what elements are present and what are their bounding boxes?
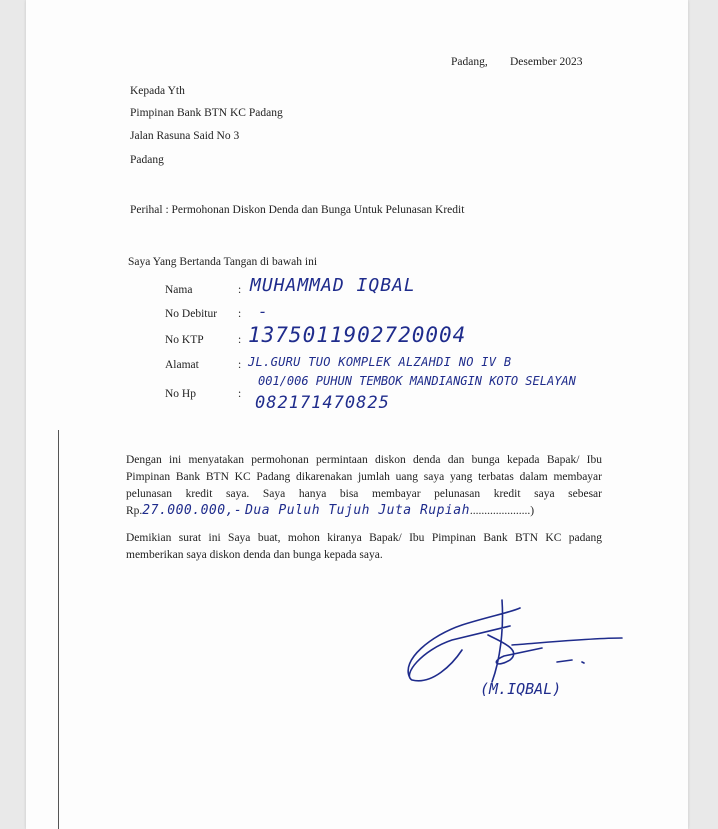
amount-prefix: Rp. <box>126 505 143 517</box>
body1-line-2: Pimpinan Bank BTN KC Padang dikarenakan jumlah uang saya yang terbatas dalam membayar <box>126 471 602 483</box>
hp-label: No Hp <box>165 388 196 400</box>
hp-value: 082171470825 <box>255 393 390 413</box>
subject-line: Perihal : Permohonan Diskon Denda dan Bunga Untuk Pelunasan Kredit <box>130 204 465 216</box>
body2-line-1: Demikian surat ini Saya buat, mohon kiranya Bapak/ Ibu Pimpinan Bank BTN KC padang <box>126 532 602 544</box>
amount-suffix: .....................) <box>469 505 535 517</box>
alamat-value-1: JL.GURU TUO KOMPLEK ALZAHDI NO IV B <box>248 355 512 369</box>
amount-line <box>126 503 534 518</box>
recipient-line-1: Kepada Yth <box>130 85 185 97</box>
nama-value: MUHAMMAD IQBAL <box>250 275 416 296</box>
place: Padang, <box>451 56 488 68</box>
date: Desember 2023 <box>510 56 583 68</box>
ktp-colon: : <box>238 334 242 346</box>
alamat-value-2: 001/006 PUHUN TEMBOK MANDIANGIN KOTO SELAYAN <box>258 374 576 388</box>
amount-value: 27.000.000,- <box>142 503 243 518</box>
ktp-value: 1375011902720004 <box>248 323 467 347</box>
debitur-label: No Debitur <box>165 308 218 320</box>
recipient-line-2: Pimpinan Bank BTN KC Padang <box>130 107 283 119</box>
scan-edge-line <box>58 430 59 829</box>
body-paragraph-1 <box>126 452 602 503</box>
nama-label: Nama <box>165 284 193 296</box>
body1-line-3: pelunasan kredit saya. Saya hanya bisa membayar pelunasan kredit saya sebesar <box>126 488 602 500</box>
signature-name: (M.IQBAL) <box>480 680 562 698</box>
ktp-label: No KTP <box>165 334 204 346</box>
body1-line-1: Dengan ini menyatakan permohonan permintaan diskon denda dan bunga kepada Bapak/ Ibu <box>126 454 602 466</box>
intro-line: Saya Yang Bertanda Tangan di bawah ini <box>128 256 318 268</box>
amount-words: Dua Puluh Tujuh Juta Rupiah <box>245 503 470 518</box>
recipient-line-3: Jalan Rasuna Said No 3 <box>130 130 240 142</box>
body-paragraph-2 <box>126 530 602 564</box>
nama-colon: : <box>238 284 242 296</box>
debitur-colon: : <box>238 308 242 320</box>
body2-line-2: memberikan saya diskon denda dan bunga kepada saya. <box>126 549 383 561</box>
alamat-label: Alamat <box>165 359 199 371</box>
recipient-line-4: Padang <box>130 154 164 166</box>
alamat-colon: : <box>238 359 242 371</box>
hp-colon: : <box>238 388 242 400</box>
debitur-value: - <box>258 302 269 321</box>
